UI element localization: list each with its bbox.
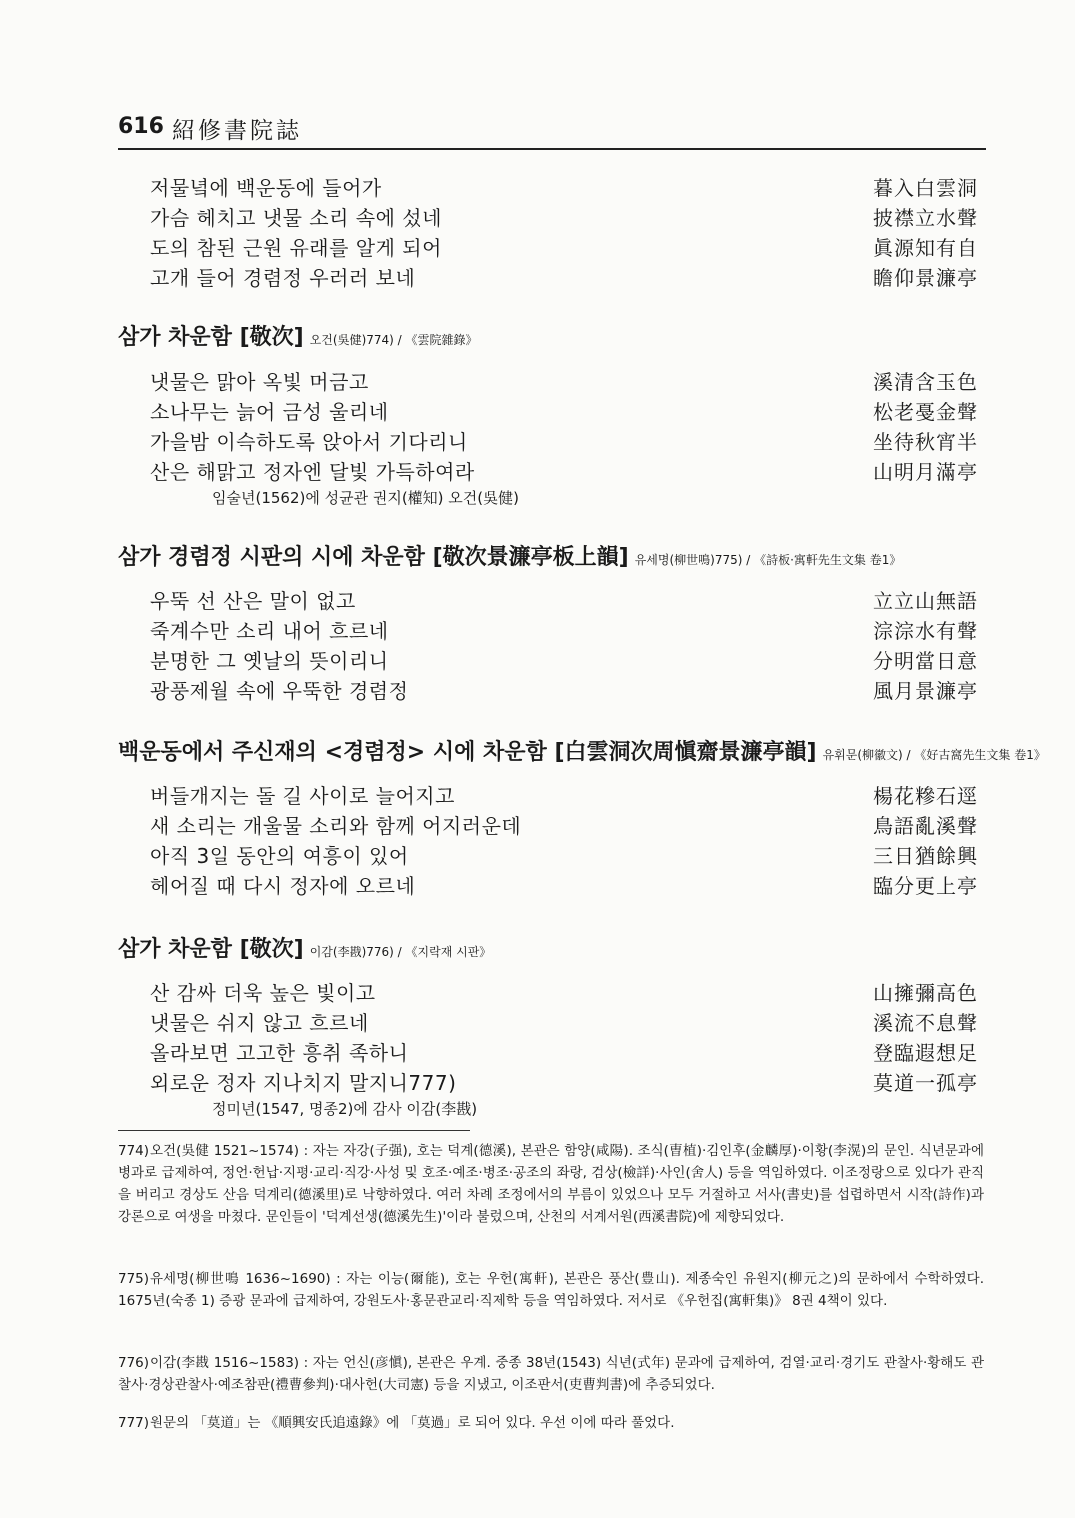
- korean-verse: 산은 해맑고 정자엔 달빛 가득하여라: [150, 460, 475, 484]
- footnote-text: 유세명(柳世鳴 1636~1690) : 자는 이능(爾能), 호는 우헌(寓軒), 본관은 풍산(豊山). 제종숙인 유원지(柳元之)의 문하에서 수학하였다. 1675년(숙종 1) 증광 문과에 급제하여, 강원도사·홍문관교리·직제학 등을 역임하였다. 저서로 《우헌집(寓軒集)》 8권 4책이 있다.: [118, 1271, 984, 1309]
- chinese-verse: 登臨遐想足: [873, 1041, 978, 1065]
- footnote-number: 776): [118, 1355, 150, 1371]
- chinese-verse: 坐待秋宵半: [873, 430, 978, 454]
- footnote-text: 오건(吳健 1521~1574) : 자는 자강(子强), 호는 덕계(德溪), 본관은 함양(咸陽). 조식(曺植)·김인후(金麟厚)·이황(李滉)의 문인. 식년문과에 병과로 급제하여, 정언·헌납·지평·교리·직강·사성 및 호조·예조·병조·공조의 좌랑, 검상(檢詳)·사인(舍人) 등을 역임하였다. 이조정랑으로 있다가 관직을 버리고 경상도 산음 덕계리(德溪里)로 낙향하였다. 여러 차례 조정에서의 부름이 있었으나 모두 거절하고 서사(書史)를 섭렵하면서 시작(詩作)과 강론으로 여생을 마쳤다. 문인들이 '덕계선생(德溪先生)'이라 불렀으며, 산천의 서계서원(西溪書院)에 제향되었다.: [118, 1143, 984, 1225]
- poem-line: [150, 232, 978, 262]
- chinese-verse: 淙淙水有聲: [873, 619, 978, 643]
- chinese-verse: 三日猶餘興: [873, 844, 978, 868]
- footnote-number: 777): [118, 1415, 150, 1431]
- poem-attribution: 정미년(1547, 명종2)에 감사 이감(李戡): [212, 1100, 478, 1118]
- poem-line: [150, 426, 978, 456]
- korean-verse: 소나무는 늙어 금성 울리네: [150, 400, 389, 424]
- footnote-divider: [118, 1130, 470, 1131]
- footnote-text: 원문의 「莫道」는 《順興安氏追遠錄》에 「莫過」로 되어 있다. 우선 이에 따라 풀었다.: [150, 1415, 675, 1431]
- chinese-verse: 瞻仰景濂亭: [873, 266, 978, 290]
- chinese-verse: 披襟立水聲: [873, 206, 978, 230]
- korean-verse: 새 소리는 개울물 소리와 함께 어지러운데: [150, 814, 522, 838]
- poem-source: 이감(李戡)776) / 《지락재 시판》: [309, 945, 492, 959]
- poem-title-row: [118, 932, 491, 963]
- poem-line: [150, 780, 978, 810]
- korean-verse: 도의 참된 근원 유래를 알게 되어: [150, 236, 442, 260]
- korean-verse: 죽계수만 소리 내어 흐르네: [150, 619, 389, 643]
- poem-title: 삼가 경렴정 시판의 시에 차운함 [敬次景濂亭板上韻]: [118, 545, 629, 570]
- footnote-number: 774): [118, 1143, 150, 1159]
- korean-verse: 냇물은 맑아 옥빛 머금고: [150, 370, 369, 394]
- korean-verse: 외로운 정자 지나치지 말지니777): [150, 1071, 457, 1095]
- korean-verse: 분명한 그 옛날의 뜻이리니: [150, 649, 389, 673]
- poem-line: [150, 456, 978, 486]
- footnote-text: 이감(李戡 1516~1583) : 자는 언신(彦愼), 본관은 우계. 중종 38년(1543) 식년(式年) 문과에 급제하여, 검열·교리·경기도 관찰사·황해도 관찰사·경상관찰사·예조참판(禮曹參判)·대사헌(大司憲) 등을 지냈고, 이조판서(吏曹判書)에 추증되었다.: [118, 1355, 984, 1393]
- poem-line: [150, 1037, 978, 1067]
- chinese-verse: 溪清含玉色: [873, 370, 978, 394]
- korean-verse: 우뚝 선 산은 말이 없고: [150, 589, 356, 613]
- korean-verse: 올라보면 고고한 흥취 족하니: [150, 1041, 409, 1065]
- poem-line: [150, 1067, 978, 1097]
- chinese-verse: 山明月滿亭: [873, 460, 978, 484]
- poem-line: [150, 1007, 978, 1037]
- poem-line: [150, 840, 978, 870]
- korean-verse: 저물녘에 백운동에 들어가: [150, 176, 382, 200]
- korean-verse: 헤어질 때 다시 정자에 오르네: [150, 874, 416, 898]
- korean-verse: 냇물은 쉬지 않고 흐르네: [150, 1011, 369, 1035]
- korean-verse: 광풍제월 속에 우뚝한 경렴정: [150, 679, 409, 703]
- poem-title-row: [118, 735, 1046, 766]
- poem-line: [150, 615, 978, 645]
- poem-source: 오건(吳健)774) / 《雲院雜錄》: [309, 333, 478, 347]
- poem-title-row: [118, 540, 901, 571]
- korean-verse: 아직 3일 동안의 여흥이 있어: [150, 844, 409, 868]
- poem-attribution: 임술년(1562)에 성균관 권지(權知) 오건(吳健): [212, 489, 519, 507]
- chinese-verse: 莫道一孤亭: [873, 1071, 978, 1095]
- chinese-verse: 風月景濂亭: [873, 679, 978, 703]
- footnote: [118, 1268, 984, 1312]
- poem-line: [150, 172, 978, 202]
- page-number: 616: [118, 114, 164, 139]
- book-title: 紹修書院誌: [172, 118, 302, 144]
- chinese-verse: 楊花糝石逕: [873, 784, 978, 808]
- poem-line: [150, 810, 978, 840]
- chinese-verse: 眞源知有自: [873, 236, 978, 260]
- footnote: [118, 1412, 984, 1434]
- footnote: [118, 1352, 984, 1396]
- chinese-verse: 鳥語亂溪聲: [873, 814, 978, 838]
- chinese-verse: 暮入白雲洞: [873, 176, 978, 200]
- chinese-verse: 松老戞金聲: [873, 400, 978, 424]
- korean-verse: 가슴 헤치고 냇물 소리 속에 섰네: [150, 206, 442, 230]
- poem-line: [150, 585, 978, 615]
- poem-source: 유휘문(柳徽文) / 《好古窩先生文集 卷1》: [822, 748, 1046, 762]
- poem-line: [150, 870, 978, 900]
- poem-title: 삼가 차운함 [敬次]: [118, 937, 304, 962]
- chinese-verse: 立立山無語: [873, 589, 978, 613]
- chinese-verse: 臨分更上亭: [873, 874, 978, 898]
- poem-line: [150, 202, 978, 232]
- poem-title: 삼가 차운함 [敬次]: [118, 325, 304, 350]
- poem-line: [150, 977, 978, 1007]
- poem-line: [150, 645, 978, 675]
- korean-verse: 버들개지는 돌 길 사이로 늘어지고: [150, 784, 455, 808]
- poem-line: [150, 396, 978, 426]
- chinese-verse: 溪流不息聲: [873, 1011, 978, 1035]
- chinese-verse: 山擁彌高色: [873, 981, 978, 1005]
- korean-verse: 고개 들어 경렴정 우러러 보네: [150, 266, 416, 290]
- poem-title-row: [118, 320, 478, 351]
- korean-verse: 산 감싸 더욱 높은 빛이고: [150, 981, 376, 1005]
- poem-line: [150, 675, 978, 705]
- poem-line: [150, 262, 978, 292]
- korean-verse: 가을밤 이슥하도록 앉아서 기다리니: [150, 430, 468, 454]
- chinese-verse: 分明當日意: [873, 649, 978, 673]
- poem-title: 백운동에서 주신재의 <경렴정> 시에 차운함 [白雲洞次周愼齋景濂亭韻]: [118, 740, 817, 765]
- footnote: [118, 1140, 984, 1228]
- poem-line: [150, 366, 978, 396]
- poem-source: 유세명(柳世鳴)775) / 《詩板·寓軒先生文集 卷1》: [634, 553, 902, 567]
- footnote-number: 775): [118, 1271, 150, 1287]
- page-header: [118, 112, 986, 150]
